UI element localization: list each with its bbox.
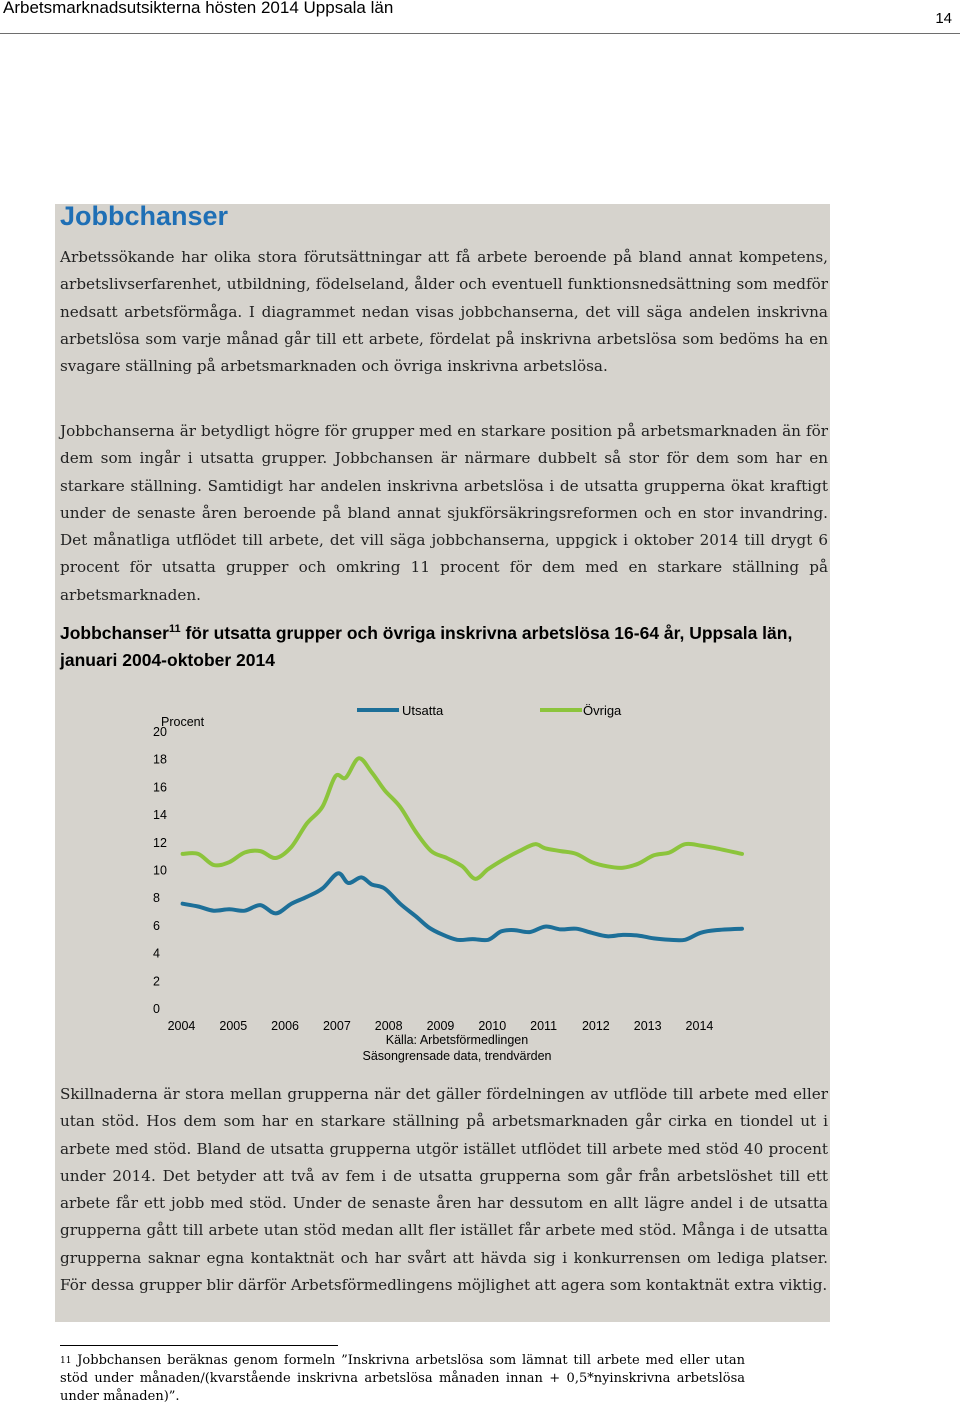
intro-paragraph: Arbetssökande har olika stora förutsättningar att få arbete beroende på bland annat kompetens, arbetslivserfarenhet, utbildning, födelseland, ålder och eventuell funktionsnedsättning som medför nedsatt arbetsförmåga. I diagrammet nedan visas jobbchanserna, det vill säga andelen inskrivna arbetslösa som varje månad går till ett arbete, fördelat på inskrivna arbetslösa som bedöms ha en svagare ställning på arbetsmarknaden och övriga inskrivna arbetslösa. [60,248,828,376]
x-tick-label: 2014 [685,1019,714,1033]
y-axis [153,725,167,1016]
y-tick-label: 0 [153,1002,160,1016]
series-line-ovriga [183,758,742,879]
body-paragraph-2: Jobbchanserna är betydligt högre för grupper med en starkare position på arbetsmarknaden än för dem som ingår i utsatta grupper. Jobbchansen är närmare dubbelt så stor för dem som har en starkare ställning. Samtidigt har andelen inskrivna arbetslösa i de utsatta grupperna ökat kraftigt under de senaste åren beroende på bland annat sjukförsäkringsreformen och en stor invandring. Det månatliga utflödet till arbete, det vill säga jobbchanserna, uppgick i oktober 2014 till drygt 6 procent för utsatta grupper och omkring 11 procent för dem med en starkare ställning på arbetsmarknaden. [60,422,828,604]
x-tick-label: 2010 [478,1019,507,1033]
y-tick-label: 10 [153,863,167,878]
y-tick-label: 4 [153,946,160,961]
chart-heading-main: Jobbchanser [60,623,169,643]
plot-area [183,758,742,940]
chart-note: Säsongrensade data, trendvärden [362,1049,552,1063]
y-tick-label: 2 [153,974,160,989]
x-tick-label: 2006 [271,1019,299,1033]
x-tick-label: 2008 [374,1019,403,1033]
page-number: 14 [935,10,952,27]
legend-label-utsatta: Utsatta [402,703,444,718]
x-tick-label: 2012 [581,1019,610,1033]
y-tick-label: 6 [153,918,160,933]
footnote-text: Jobbchansen beräknas genom formeln ”Inskrivna arbetslösa som lämnat till arbete med eller utan stöd under månaden/(kvarstående inskrivna arbetslösa månaden innan + 0,5*nyinskrivna arbetslösa under månaden)”. [60,1353,745,1405]
y-tick-label: 14 [153,808,167,823]
footnote-divider [60,1345,338,1346]
x-tick-label: 2013 [633,1019,662,1033]
footnote-marker: 11 [60,1356,72,1366]
series-line-utsatta [183,873,742,940]
x-axis [168,1019,714,1033]
y-tick-label: 20 [153,725,167,739]
chart-heading-rest: för utsatta grupper och övriga inskrivna arbetslösa 16-64 år, Uppsala län, januari 2004-oktober 2014 [60,623,793,670]
y-tick-label: 18 [153,752,167,767]
running-header-title: Arbetsmarknadsutsikterna hösten 2014 Uppsala län [3,0,394,17]
chart-source: Källa: Arbetsförmedlingen [385,1033,529,1047]
x-tick-label: 2004 [167,1019,196,1033]
chart-legend [357,703,622,718]
section-title: Jobbchanser [60,201,229,231]
y-tick-label: 16 [153,780,167,795]
legend-label-ovriga: Övriga [583,703,622,718]
y-axis-label: Procent [161,715,205,729]
x-tick-label: 2011 [530,1019,558,1033]
x-tick-label: 2005 [219,1019,248,1033]
body-paragraph-3: Skillnaderna är stora mellan grupperna när det gäller fördelningen av utflöde till arbete med eller utan stöd. Hos dem som har en starkare ställning på arbetsmarknaden går cirka en tiondel ut i arbete med stöd. Bland de utsatta grupperna utgör istället utflödet till arbete med stöd 40 procent under 2014. Det betyder att två av fem i de utsatta grupperna som går från arbetslöshet till ett arbete får ett jobb med stöd. Under de senaste åren har dessutom en allt lägre andel i de utsatta grupperna gått till arbete utan stöd medan allt fler istället får arbete med stöd. Många i de utsatta grupperna saknar egna kontaktnät och har svårt att hävda sig i konkurrensen om lediga platser. För dessa grupper blir därför Arbetsförmedlingens möjlighet att agera som kontaktnät extra viktig. [60,1085,828,1295]
x-tick-label: 2007 [322,1019,351,1033]
y-tick-label: 8 [153,891,160,906]
x-tick-label: 2009 [426,1019,455,1033]
y-tick-label: 12 [153,835,167,850]
footnote [60,1352,745,1407]
footnote-reference: 11 [168,623,181,635]
